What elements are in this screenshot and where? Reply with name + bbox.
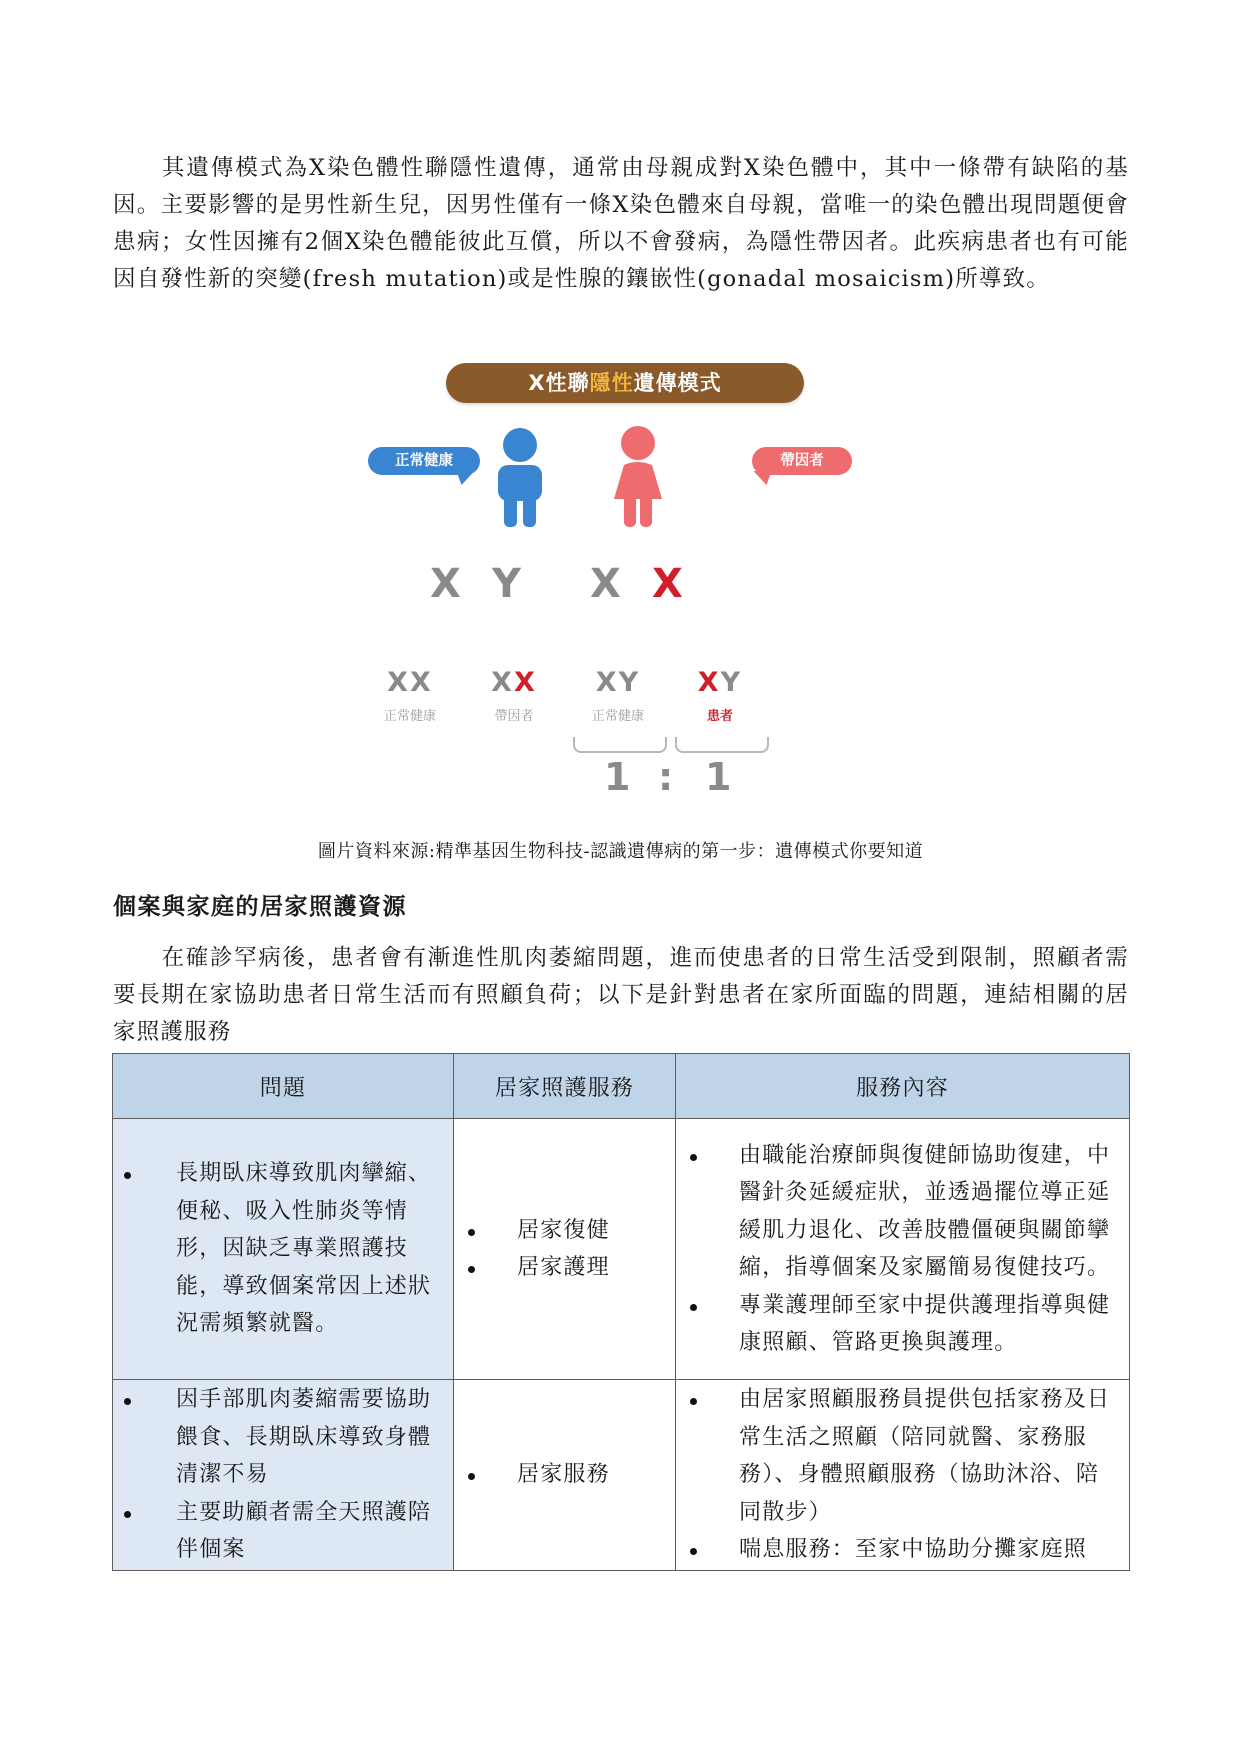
section-heading: 個案與家庭的居家照護資源 (113, 893, 407, 920)
right-brace (675, 737, 769, 753)
inheritance-diagram (360, 355, 880, 815)
bullet-icon (468, 1266, 475, 1273)
list-item (677, 1287, 1128, 1362)
resources-paragraph-text: 在確診罕病後，患者會有漸進性肌肉萎縮問題，進而使患者的日常生活受到限制，照顧者需要長期在家協助患者日常生活而有照顧負荷；以下是針對患者在家所面臨的問題，連結相關的居家照護服務 (113, 945, 1129, 1045)
resources-paragraph (113, 940, 1129, 1051)
content-cell (676, 1380, 1130, 1571)
service-text: 居家護理 (517, 1255, 610, 1280)
table-row (113, 1380, 1130, 1571)
offspring-chrom: Y (618, 667, 641, 698)
service-cell (454, 1119, 676, 1380)
figure-caption: 圖片資料來源:精準基因生物科技-認識遺傳病的第一步：遺傳模式你要知道 (317, 841, 924, 862)
problem-text: 主要助顧者需全天照護陪伴個案 (176, 1499, 432, 1562)
problem-cell (113, 1119, 454, 1380)
bullet-icon (124, 1511, 131, 1518)
diagram-title-part: 遺傳模式 (633, 371, 722, 395)
offspring-chrom: X (491, 667, 514, 698)
list-item (114, 1155, 452, 1343)
female-figure-icon (610, 425, 666, 527)
offspring-defective-chrom: X (514, 667, 537, 698)
bullet-icon (468, 1229, 475, 1236)
table-header-row (113, 1054, 1130, 1119)
mother-status-bubble: 帶因者 (752, 447, 852, 475)
diagram-title-part: X性聯 (528, 371, 590, 395)
list-item (455, 1456, 674, 1494)
offspring-label: 正常健康 (383, 709, 436, 724)
bullet-icon (690, 1398, 697, 1405)
offspring-chrom: X (595, 667, 619, 698)
offspring-defective-chrom: X (697, 667, 721, 698)
table-row (113, 1119, 1130, 1380)
father-chromosome-x: X (430, 561, 461, 607)
home-care-table (112, 1053, 1130, 1571)
offspring-genotype (464, 667, 564, 698)
offspring-genotype (568, 667, 668, 698)
offspring-label: 正常健康 (591, 709, 644, 724)
problem-text: 長期臥床導致肌肉攣縮、便秘、吸入性肺炎等情形，因缺乏專業照護技能，導致個案常因上述狀況需頻繁就醫。 (176, 1161, 432, 1337)
bullet-icon (124, 1398, 131, 1405)
offspring-genotype (360, 667, 460, 698)
bullet-icon (124, 1172, 131, 1179)
content-text: 由職能治療師與復健師協助復建，中醫針灸延緩症狀，並透過擺位導正延緩肌力退化、改善肢體僵硬與關節攣縮，指導個案及家屬簡易復健技巧。 (739, 1142, 1111, 1280)
list-item (455, 1249, 674, 1287)
mother-defective-chromosome-x: X (652, 561, 683, 607)
list-item (114, 1494, 452, 1569)
list-item (677, 1137, 1128, 1287)
intro-paragraph-text: 其遺傳模式為X染色體性聯隱性遺傳，通常由母親成對X染色體中，其中一條帶有缺陷的基因。主要影響的是男性新生兒，因男性僅有一條X染色體來自母親，當唯一的染色體出現問題便會患病；女性因擁有2個X染色體能彼此互償，所以不會發病，為隱性帶因者。此疾病患者也有可能因自發性新的突變(fresh mutation)或是性腺的鑲嵌性(gonadal mosaicism)所導致。 (113, 155, 1129, 292)
father-status-bubble: 正常健康 (368, 447, 480, 475)
father-chromosome-y: Y (492, 561, 521, 607)
ratio-separator: : (658, 755, 674, 799)
ratio-right: 1 (705, 755, 732, 799)
list-item (455, 1212, 674, 1250)
content-cell (676, 1119, 1130, 1380)
bullet-icon (468, 1473, 475, 1480)
header-problem: 問題 (113, 1054, 454, 1119)
content-text: 由居家照顧服務員提供包括家務及日常生活之照顧（陪同就醫、家務服務）、身體照顧服務（協助沐浴、陪同散步） (739, 1387, 1111, 1525)
list-item (677, 1381, 1128, 1531)
offspring-chrom: X (410, 667, 433, 698)
father-bubble-tail (451, 471, 474, 485)
service-cell (454, 1380, 676, 1571)
service-text: 居家復健 (517, 1217, 610, 1243)
male-figure-icon (492, 427, 548, 527)
mother-chromosome-x: X (590, 561, 621, 607)
content-text: 專業護理師至家中提供護理指導與健康照顧、管路更換與護理。 (739, 1292, 1111, 1355)
list-item (677, 1531, 1128, 1569)
diagram-title-highlight: 隱性 (589, 371, 634, 395)
list-item (114, 1381, 452, 1494)
offspring-label: 患者 (706, 709, 733, 724)
intro-paragraph (113, 150, 1129, 298)
offspring-genotype (670, 667, 770, 698)
bullet-icon (690, 1304, 697, 1311)
diagram-title (446, 363, 804, 403)
content-text: 喘息服務：至家中協助分攤家庭照 (739, 1537, 1088, 1562)
header-content: 服務內容 (676, 1054, 1130, 1119)
left-brace (573, 737, 667, 753)
service-text: 居家服務 (517, 1462, 610, 1487)
offspring-chrom: X (387, 667, 410, 698)
problem-cell (113, 1380, 454, 1571)
bullet-icon (690, 1548, 697, 1555)
bullet-icon (690, 1154, 697, 1161)
offspring-chrom: Y (720, 667, 743, 698)
ratio-left: 1 (604, 755, 631, 799)
offspring-label: 帶因者 (494, 709, 534, 724)
header-service: 居家照護服務 (454, 1054, 676, 1119)
problem-text: 因手部肌肉萎縮需要協助餵食、長期臥床導致身體清潔不易 (176, 1387, 432, 1487)
